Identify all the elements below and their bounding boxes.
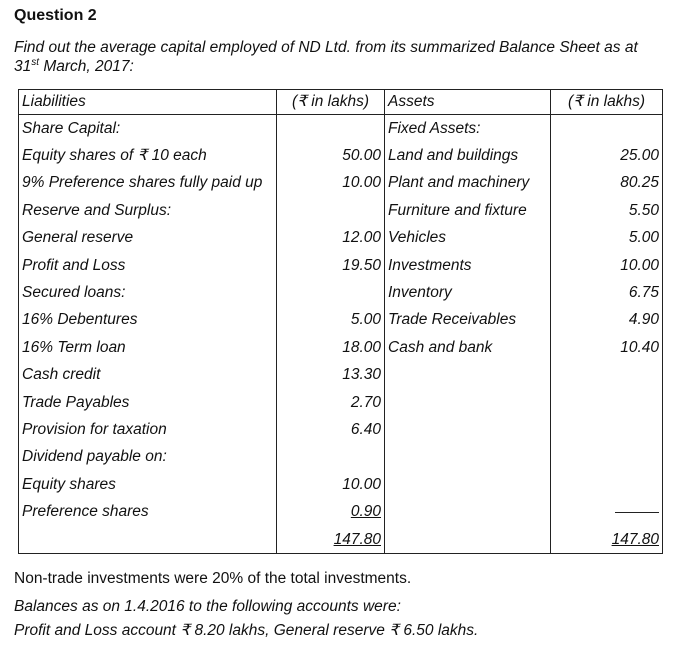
table-row — [19, 389, 663, 416]
liability-amount-text: 50.00 — [342, 147, 381, 165]
liability-cell — [19, 444, 277, 471]
liability-cell — [19, 334, 277, 361]
asset-text: Fixed Assets: — [388, 119, 481, 137]
asset-cell — [385, 471, 551, 498]
asset-text: Vehicles — [388, 229, 447, 247]
table-row — [19, 170, 663, 197]
liability-amount-cell — [277, 416, 385, 443]
asset-amount-text: 10.00 — [620, 256, 659, 274]
liability-cell — [19, 279, 277, 306]
liability-cell — [19, 389, 277, 416]
liability-amount-cell — [277, 142, 385, 169]
liability-amount-text: 12.00 — [342, 229, 381, 247]
table-row — [19, 142, 663, 169]
asset-amount-cell — [551, 471, 663, 498]
liability-amount-text: 18.00 — [342, 338, 381, 356]
asset-amount-cell — [551, 334, 663, 361]
asset-amount-text: 6.75 — [628, 284, 659, 302]
table-row — [19, 115, 663, 143]
asset-amount-text: 4.90 — [628, 311, 659, 329]
liability-text: 16% Term loan — [22, 338, 126, 356]
liability-cell — [19, 252, 277, 279]
asset-amount-cell — [551, 416, 663, 443]
liability-amount-text: 0.90 — [350, 503, 381, 521]
asset-amount-cell — [551, 362, 663, 389]
asset-cell — [385, 362, 551, 389]
liability-text: 9% Preference shares fully paid up — [22, 174, 263, 192]
asset-cell — [385, 334, 551, 361]
question-heading: Question 2 — [14, 7, 97, 24]
asset-cell — [385, 170, 551, 197]
total-asset-label-cell — [385, 526, 551, 554]
asset-cell — [385, 389, 551, 416]
liability-amount-cell — [277, 307, 385, 334]
asset-amount-text: 5.00 — [628, 229, 659, 247]
liability-text: Equity shares — [22, 475, 116, 493]
liability-amount-cell — [277, 444, 385, 471]
header-liabilities-unit: (₹ in lakhs) — [277, 90, 385, 115]
liability-amount-text: 10.00 — [342, 475, 381, 493]
asset-text: Cash and bank — [388, 338, 493, 356]
table-row — [19, 334, 663, 361]
liability-text: Preference shares — [22, 503, 149, 521]
liability-amount-text: 6.40 — [350, 420, 381, 438]
liability-amount-text: 10.00 — [342, 174, 381, 192]
balance-sheet-table — [18, 89, 663, 554]
liability-cell — [19, 142, 277, 169]
liability-amount-cell — [277, 252, 385, 279]
asset-cell — [385, 279, 551, 306]
asset-amount-cell — [551, 225, 663, 252]
liability-text: Profit and Loss — [22, 256, 126, 274]
liability-amount-cell — [277, 362, 385, 389]
liability-text: Cash credit — [22, 366, 101, 384]
total-liabilities-cell — [277, 526, 385, 554]
table-row — [19, 225, 663, 252]
liability-amount-cell — [277, 197, 385, 224]
asset-text: Inventory — [388, 284, 452, 302]
asset-amount-cell — [551, 444, 663, 471]
liability-amount-text: 13.30 — [342, 366, 381, 384]
asset-amount-cell — [551, 279, 663, 306]
liability-text: Share Capital: — [22, 119, 121, 137]
liability-cell — [19, 362, 277, 389]
table-row — [19, 471, 663, 498]
asset-cell — [385, 115, 551, 143]
liability-text: Equity shares of ₹ 10 each — [22, 147, 207, 165]
table-header — [19, 90, 663, 115]
liability-amount-text: 19.50 — [342, 256, 381, 274]
total-liabilities: 147.80 — [333, 530, 381, 548]
liability-text: Provision for taxation — [22, 420, 167, 438]
asset-amount-cell — [551, 498, 663, 525]
asset-amount-text: 5.50 — [628, 201, 659, 219]
liability-text: Secured loans: — [22, 284, 126, 302]
asset-amount-text: 25.00 — [620, 147, 659, 165]
header-assets: Assets — [385, 90, 551, 115]
liability-amount-text: 2.70 — [350, 393, 381, 411]
liability-cell — [19, 197, 277, 224]
asset-cell — [385, 307, 551, 334]
liability-amount-cell — [277, 471, 385, 498]
asset-text: Plant and machinery — [388, 174, 530, 192]
asset-amount-cell — [551, 142, 663, 169]
liability-amount-cell — [277, 334, 385, 361]
asset-cell — [385, 416, 551, 443]
asset-text: Land and buildings — [388, 147, 519, 165]
asset-amount-text: 80.25 — [620, 174, 659, 192]
asset-cell — [385, 197, 551, 224]
liability-amount-cell — [277, 389, 385, 416]
note-investments: Non-trade investments were 20% of the total investments. — [14, 570, 412, 587]
asset-amount-cell — [551, 170, 663, 197]
liability-amount-cell — [277, 279, 385, 306]
liability-cell — [19, 498, 277, 525]
liability-cell — [19, 307, 277, 334]
table-row — [19, 498, 663, 525]
asset-amount-cell — [551, 252, 663, 279]
total-assets: 147.80 — [611, 530, 659, 548]
asset-amount-cell — [551, 197, 663, 224]
note-balances-heading: Balances as on 1.4.2016 to the following accounts were: — [14, 598, 401, 615]
asset-cell — [385, 252, 551, 279]
liability-text: 16% Debentures — [22, 311, 138, 329]
liability-amount-cell — [277, 498, 385, 525]
table-row — [19, 362, 663, 389]
asset-cell — [385, 444, 551, 471]
liability-cell — [19, 225, 277, 252]
liability-cell — [19, 416, 277, 443]
asset-cell — [385, 498, 551, 525]
table-row — [19, 279, 663, 306]
question-text — [14, 38, 674, 76]
note-balances-values: Profit and Loss account ₹ 8.20 lakhs, General reserve ₹ 6.50 lakhs. — [14, 622, 479, 639]
liability-text: Dividend payable on: — [22, 448, 167, 466]
date-rest: March, 2017: — [39, 58, 134, 75]
liability-text: Trade Payables — [22, 393, 130, 411]
liability-amount-cell — [277, 170, 385, 197]
liability-text: Reserve and Surplus: — [22, 201, 172, 219]
asset-amount-cell — [551, 307, 663, 334]
header-liabilities: Liabilities — [19, 90, 277, 115]
liability-cell — [19, 170, 277, 197]
asset-text: Trade Receivables — [388, 311, 517, 329]
asset-cell — [385, 142, 551, 169]
asset-amount-text: 10.40 — [620, 338, 659, 356]
liability-cell — [19, 115, 277, 143]
date-suffix: st — [31, 56, 40, 68]
table-row — [19, 444, 663, 471]
header-assets-unit: (₹ in lakhs) — [551, 90, 663, 115]
subtotal-rule — [615, 512, 659, 513]
liability-cell — [19, 471, 277, 498]
date-day: 31 — [14, 58, 32, 75]
table-row — [19, 307, 663, 334]
table-row — [19, 197, 663, 224]
asset-amount-cell — [551, 389, 663, 416]
total-label-cell — [19, 526, 277, 554]
table-row — [19, 416, 663, 443]
total-row — [19, 526, 663, 554]
asset-text: Investments — [388, 256, 472, 274]
asset-cell — [385, 225, 551, 252]
liability-amount-text: 5.00 — [350, 311, 381, 329]
liability-text: General reserve — [22, 229, 134, 247]
liability-amount-cell — [277, 225, 385, 252]
asset-text: Furniture and fixture — [388, 201, 527, 219]
question-line: Find out the average capital employed of ND Ltd. from its summarized Balance Sheet as at — [14, 39, 638, 56]
liability-amount-cell — [277, 115, 385, 143]
asset-amount-cell — [551, 115, 663, 143]
table-row — [19, 252, 663, 279]
total-assets-cell — [551, 526, 663, 554]
